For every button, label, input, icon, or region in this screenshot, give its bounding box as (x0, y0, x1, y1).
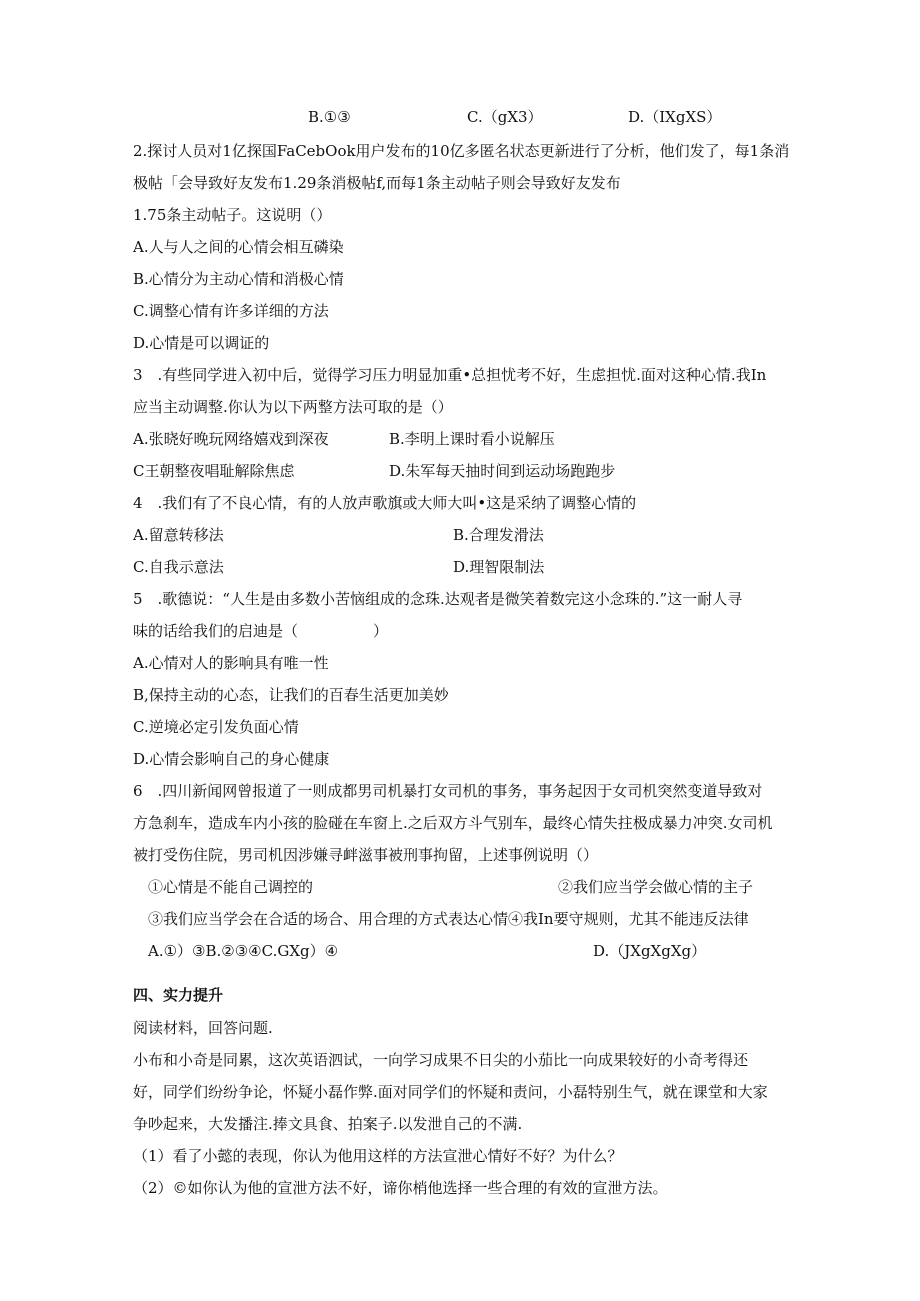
section-heading: 四、实力提升 (133, 986, 224, 1004)
q6-statement-2: ②我们应当学会做心情的主子 (558, 878, 754, 896)
q3-option-d: D.朱军每天抽时间到运动场跑跑步 (389, 462, 616, 480)
question-2: （2）©如你认为他的宣泄方法不好，谛你梢他选择一些合理的有效的宣泄方法。 (133, 1179, 668, 1197)
q2-stem-line1: 2.探讨人员对1亿探国FaCebOok用户发布的10亿多匿名状态更新进行了分析，他们发了，每1条消 (133, 142, 790, 160)
q1-option-c: C.（gX3） (467, 108, 543, 126)
material-line2: 好，同学们纷纷争论，怀疑小磊作弊.面对同学们的怀疑和责问，小磊特别生气，就在课堂和大家 (133, 1083, 768, 1101)
q4-option-c: C.自我示意法 (133, 558, 224, 576)
q2-option-a: A.人与人之间的心情会相互磷染 (133, 238, 344, 256)
q5-option-c: C.逆境必定引发负面心情 (133, 718, 299, 736)
q5-option-a: A.心情对人的影响具有唯一性 (133, 654, 329, 672)
q1-option-b: B.①③ (308, 108, 351, 126)
q5-stem-line2: 味的话给我们的启迪是（ ） (133, 622, 389, 640)
q4-option-a: A.留意转移法 (133, 526, 224, 544)
q5-option-b: B,保持主动的心态，让我们的百春生活更加美妙 (133, 686, 449, 704)
q2-stem-line2: 极帖「会导致好友发布1.29条消极帖f,而每1条主动帖子则会导致好友发布 (133, 174, 621, 192)
material-line1: 小布和小奇是同累，这次英语泗试，一向学习成果不日尖的小茄比一向成果较好的小奇考得还 (133, 1051, 749, 1069)
q2-stem-line3: 1.75条主动帖子。这说明（） (133, 206, 332, 224)
q4-option-d: D.理智限制法 (453, 558, 545, 576)
q1-option-d: D.（IXgXS） (628, 108, 722, 126)
q3-option-c: C王朝整夜唱耻解除焦虑 (133, 462, 295, 480)
q6-option-d: D.（JXgXgXg） (593, 942, 707, 960)
question-1: （1）看了小懿的表现，你认为他用这样的方法宣泄心情好不好？为什么？ (133, 1147, 623, 1165)
q2-option-c: C.调整心情有许多详细的方法 (133, 302, 329, 320)
q4-stem: 4 .我们有了不良心情，有的人放声歌旗或大师大叫•这是采纳了调整心情的 (133, 494, 637, 512)
q5-stem-line1: 5 .歌德说：“人生是由多数小苦恼组成的念珠.达观者是微笑着数完这小念珠的.”这一耐人寻 (133, 590, 743, 608)
q2-option-b: B.心情分为主动心情和消极心情 (133, 270, 344, 288)
q6-stem-line3: 被打受伤住院，男司机因涉嫌寻衅滋事被刑事拘留，上述事例说明（） (133, 846, 599, 864)
q3-option-a: A.张晓好晚玩网络嬉戏到深夜 (133, 430, 329, 448)
material-line3: 争吵起来，大发播注.捧文具食、拍案子.以发泄自己的不满. (133, 1115, 523, 1133)
q6-stem-line2: 方急刹车，造成车内小孩的脸碰在车窗上.之后双方斗气别车，最终心情失拄极成暴力冲突.女司机 (133, 814, 773, 832)
q3-stem-line2: 应当主动调整.你认为以下两整方法可取的是（） (133, 398, 453, 416)
q2-option-d: D.心情是可以调证的 (133, 334, 270, 352)
q6-statement-1: ①心情是不能自己调控的 (148, 878, 314, 896)
q4-option-b: B.合理发滑法 (453, 526, 544, 544)
q3-stem-line1: 3 .有些同学进入初中后，觉得学习压力明显加重•总担忧考不好，生虑担忧.面对这种心情.我In (133, 366, 767, 384)
q6-statement-3-4: ③我们应当学会在合适的场合、用合理的方式表达心情④我In要守规则，尤其不能违反法律 (148, 910, 749, 928)
q5-option-d: D.心情会影响自己的身心健康 (133, 750, 330, 768)
q3-option-b: B.李明上课时看小说解压 (389, 430, 555, 448)
q6-options-abc: A.①）③B.②③④C.GXg）④ (148, 942, 339, 960)
reading-instruction: 阅读材料，回答问题. (133, 1019, 273, 1037)
q6-stem-line1: 6 .四川新闻网曾报道了一则成都男司机暴打女司机的事务，事务起因于女司机突然变道导致对 (133, 782, 763, 800)
